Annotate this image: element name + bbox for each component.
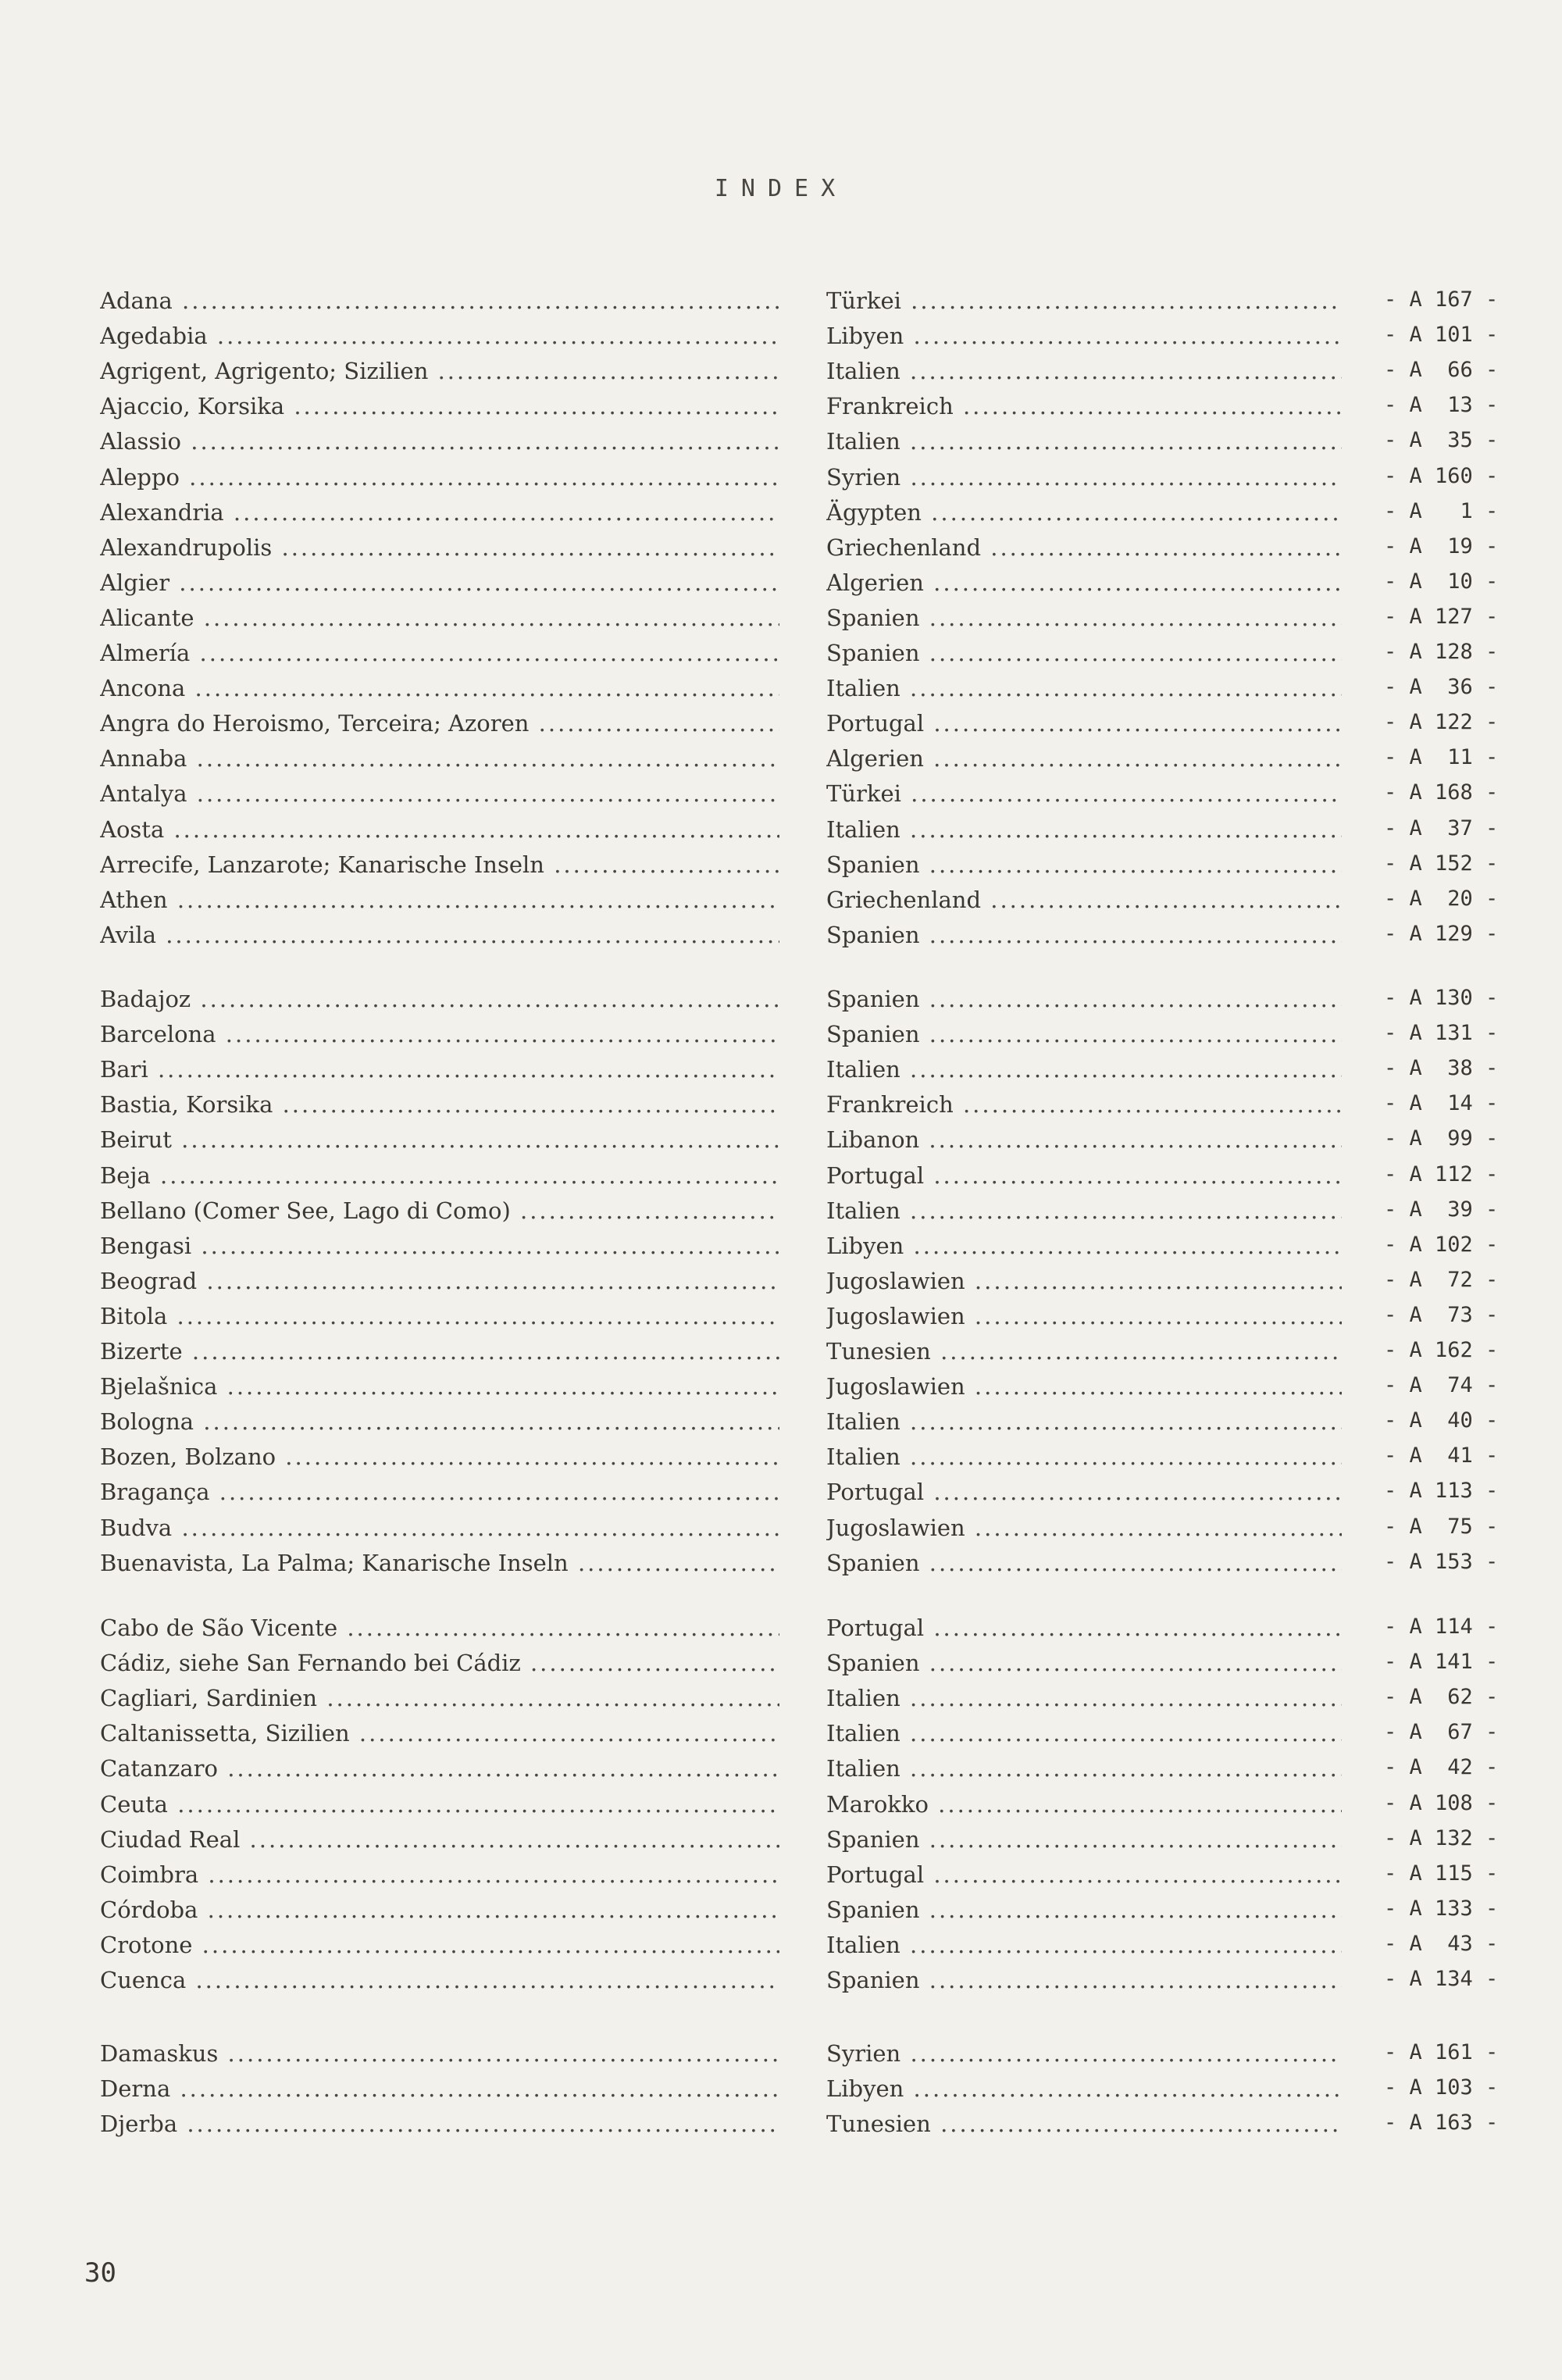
- page-reference: - A 113 -: [1384, 1479, 1499, 1503]
- page-reference: - A 73 -: [1384, 1303, 1499, 1327]
- country-name: Libyen .....: [826, 1233, 1342, 1259]
- page-reference: - A 10 -: [1384, 569, 1499, 594]
- page-reference: - A 11 -: [1384, 745, 1499, 769]
- page-reference: - A 19 -: [1384, 534, 1499, 558]
- index-entry: [0, 1932, 1562, 1967]
- place-name: Derna .....: [100, 2075, 779, 2102]
- page-reference: - A 36 -: [1384, 675, 1499, 699]
- page-reference: - A 101 -: [1384, 323, 1499, 347]
- country-name: Libanon .....: [826, 1126, 1342, 1153]
- place-name: Alexandrupolis .....: [100, 534, 779, 561]
- place-name: Aosta .....: [100, 816, 779, 843]
- country-name: Türkei .....: [826, 780, 1342, 807]
- index-entry: [0, 1755, 1562, 1790]
- page-reference: - A 163 -: [1384, 2111, 1499, 2135]
- index-entry: [0, 887, 1562, 922]
- country-name: Spanien .....: [826, 605, 1342, 631]
- index-entry: [0, 1373, 1562, 1408]
- index-entry: [0, 1861, 1562, 1897]
- index-entry: [0, 1303, 1562, 1338]
- place-name: Bari .....: [100, 1056, 779, 1083]
- index-entry: [0, 1162, 1562, 1197]
- index-entry: [0, 922, 1562, 957]
- place-name: Cagliari, Sardinien .....: [100, 1685, 779, 1711]
- page-reference: - A 1 -: [1384, 499, 1499, 523]
- place-name: Djerba .....: [100, 2111, 779, 2137]
- page-reference: - A 130 -: [1384, 986, 1499, 1010]
- page-reference: - A 99 -: [1384, 1126, 1499, 1151]
- place-name: Alicante .....: [100, 605, 779, 631]
- index-entry: [0, 605, 1562, 640]
- page-reference: - A 152 -: [1384, 851, 1499, 876]
- page-reference: - A 62 -: [1384, 1685, 1499, 1709]
- place-name: Bitola .....: [100, 1303, 779, 1329]
- country-name: Jugoslawien .....: [826, 1303, 1342, 1329]
- page-title: INDEX: [714, 175, 848, 202]
- place-name: Bengasi .....: [100, 1233, 779, 1259]
- page-reference: - A 129 -: [1384, 922, 1499, 946]
- index-entry: [0, 851, 1562, 887]
- place-name: Beja .....: [100, 1162, 779, 1189]
- page-reference: - A 35 -: [1384, 428, 1499, 452]
- country-name: Türkei .....: [826, 287, 1342, 314]
- place-name: Aleppo .....: [100, 464, 779, 491]
- index-entry: [0, 1338, 1562, 1373]
- index-entry: [0, 1408, 1562, 1443]
- index-entry: [0, 986, 1562, 1021]
- page-reference: - A 160 -: [1384, 464, 1499, 488]
- index-entry: [0, 569, 1562, 605]
- place-name: Annaba .....: [100, 745, 779, 772]
- page-reference: - A 114 -: [1384, 1615, 1499, 1639]
- place-name: Angra do Heroismo, Terceira; Azoren .....: [100, 710, 779, 737]
- place-name: Córdoba .....: [100, 1897, 779, 1923]
- place-name: Bellano (Comer See, Lago di Como) .....: [100, 1197, 779, 1224]
- country-name: Italien .....: [826, 1056, 1342, 1083]
- index-entry: [0, 1826, 1562, 1861]
- page-reference: - A 127 -: [1384, 605, 1499, 629]
- country-name: Frankreich .....: [826, 393, 1342, 419]
- country-name: Griechenland .....: [826, 534, 1342, 561]
- country-name: Italien .....: [826, 428, 1342, 455]
- page-reference: - A 128 -: [1384, 640, 1499, 664]
- place-name: Alassio .....: [100, 428, 779, 455]
- index-entry: [0, 1197, 1562, 1233]
- country-name: Italien .....: [826, 1755, 1342, 1782]
- page-reference: - A 41 -: [1384, 1443, 1499, 1468]
- country-name: Marokko .....: [826, 1791, 1342, 1818]
- place-name: Beograd .....: [100, 1268, 779, 1294]
- country-name: Spanien .....: [826, 1550, 1342, 1576]
- page-number: 30: [84, 2257, 116, 2289]
- index-entry: [0, 1550, 1562, 1585]
- place-name: Bologna .....: [100, 1408, 779, 1435]
- country-name: Tunesien .....: [826, 2111, 1342, 2137]
- place-name: Avila .....: [100, 922, 779, 948]
- country-name: Spanien .....: [826, 1650, 1342, 1676]
- country-name: Spanien .....: [826, 1967, 1342, 1993]
- place-name: Agrigent, Agrigento; Sizilien .....: [100, 358, 779, 384]
- country-name: Syrien .....: [826, 464, 1342, 491]
- index-entry: [0, 1897, 1562, 1932]
- place-name: Algier .....: [100, 569, 779, 596]
- country-name: Italien .....: [826, 1685, 1342, 1711]
- country-name: Portugal .....: [826, 710, 1342, 737]
- page-reference: - A 108 -: [1384, 1791, 1499, 1815]
- page-reference: - A 134 -: [1384, 1967, 1499, 1991]
- index-entry: [0, 1233, 1562, 1268]
- index-entry: [0, 745, 1562, 780]
- place-name: Cádiz, siehe San Fernando bei Cádiz .....: [100, 1650, 779, 1676]
- place-name: Arrecife, Lanzarote; Kanarische Inseln .....: [100, 851, 779, 878]
- place-name: Almería .....: [100, 640, 779, 666]
- index-entry: [0, 1268, 1562, 1303]
- country-name: Spanien .....: [826, 1021, 1342, 1047]
- place-name: Barcelona .....: [100, 1021, 779, 1047]
- place-name: Beirut .....: [100, 1126, 779, 1153]
- page-reference: - A 122 -: [1384, 710, 1499, 734]
- place-name: Bragança .....: [100, 1479, 779, 1505]
- page-reference: - A 115 -: [1384, 1861, 1499, 1886]
- country-name: Italien .....: [826, 1720, 1342, 1747]
- country-name: Spanien .....: [826, 640, 1342, 666]
- place-name: Adana .....: [100, 287, 779, 314]
- place-name: Ajaccio, Korsika .....: [100, 393, 779, 419]
- place-name: Bjelašnica .....: [100, 1373, 779, 1400]
- index-entry: [0, 287, 1562, 323]
- index-entry: [0, 323, 1562, 358]
- page-reference: - A 103 -: [1384, 2075, 1499, 2100]
- page-reference: - A 131 -: [1384, 1021, 1499, 1045]
- place-name: Bozen, Bolzano .....: [100, 1443, 779, 1470]
- country-name: Jugoslawien .....: [826, 1515, 1342, 1541]
- place-name: Buenavista, La Palma; Kanarische Inseln .....: [100, 1550, 779, 1576]
- page-reference: - A 14 -: [1384, 1091, 1499, 1115]
- country-name: Portugal .....: [826, 1615, 1342, 1641]
- country-name: Italien .....: [826, 358, 1342, 384]
- page-reference: - A 20 -: [1384, 887, 1499, 911]
- index-entry: [0, 1720, 1562, 1755]
- country-name: Griechenland .....: [826, 887, 1342, 913]
- index-entry: [0, 464, 1562, 499]
- index-entry: [0, 393, 1562, 428]
- place-name: Coimbra .....: [100, 1861, 779, 1888]
- country-name: Algerien .....: [826, 569, 1342, 596]
- page-reference: - A 66 -: [1384, 358, 1499, 382]
- place-name: Agedabia .....: [100, 323, 779, 349]
- country-name: Jugoslawien .....: [826, 1373, 1342, 1400]
- index-entry: [0, 1056, 1562, 1091]
- country-name: Frankreich .....: [826, 1091, 1342, 1118]
- country-name: Jugoslawien .....: [826, 1268, 1342, 1294]
- index-entry: [0, 640, 1562, 675]
- place-name: Crotone .....: [100, 1932, 779, 1958]
- index-entry: [0, 816, 1562, 851]
- index-entry: [0, 2040, 1562, 2075]
- page-reference: - A 43 -: [1384, 1932, 1499, 1956]
- index-entry: [0, 2075, 1562, 2111]
- index-entry: [0, 1091, 1562, 1126]
- index-entry: [0, 1443, 1562, 1479]
- place-name: Antalya .....: [100, 780, 779, 807]
- page-reference: - A 75 -: [1384, 1515, 1499, 1539]
- page-reference: - A 74 -: [1384, 1373, 1499, 1397]
- country-name: Italien .....: [826, 816, 1342, 843]
- country-name: Algerien .....: [826, 745, 1342, 772]
- index-entry: [0, 499, 1562, 534]
- place-name: Caltanissetta, Sizilien .....: [100, 1720, 779, 1747]
- country-name: Portugal .....: [826, 1861, 1342, 1888]
- place-name: Athen .....: [100, 887, 779, 913]
- country-name: Spanien .....: [826, 1826, 1342, 1853]
- index-entry: [0, 1021, 1562, 1056]
- page-reference: - A 102 -: [1384, 1233, 1499, 1257]
- page-reference: - A 37 -: [1384, 816, 1499, 840]
- country-name: Italien .....: [826, 1443, 1342, 1470]
- page-reference: - A 39 -: [1384, 1197, 1499, 1222]
- page-reference: - A 132 -: [1384, 1826, 1499, 1850]
- place-name: Badajoz .....: [100, 986, 779, 1012]
- page-reference: - A 167 -: [1384, 287, 1499, 312]
- index-entry: [0, 1515, 1562, 1550]
- page-reference: - A 67 -: [1384, 1720, 1499, 1744]
- place-name: Ancona .....: [100, 675, 779, 701]
- page-reference: - A 168 -: [1384, 780, 1499, 805]
- place-name: Ciudad Real .....: [100, 1826, 779, 1853]
- country-name: Italien .....: [826, 1197, 1342, 1224]
- index-entry: [0, 710, 1562, 745]
- index-entry: [0, 1967, 1562, 2002]
- place-name: Ceuta .....: [100, 1791, 779, 1818]
- page-reference: - A 13 -: [1384, 393, 1499, 417]
- country-name: Italien .....: [826, 675, 1342, 701]
- index-entry: [0, 1685, 1562, 1720]
- index-entry: [0, 780, 1562, 815]
- place-name: Bastia, Korsika .....: [100, 1091, 779, 1118]
- place-name: Cabo de São Vicente .....: [100, 1615, 779, 1641]
- page-reference: - A 112 -: [1384, 1162, 1499, 1186]
- country-name: Spanien .....: [826, 922, 1342, 948]
- index-entry: [0, 1791, 1562, 1826]
- index-entry: [0, 2111, 1562, 2146]
- country-name: Portugal .....: [826, 1479, 1342, 1505]
- page-reference: - A 133 -: [1384, 1897, 1499, 1921]
- country-name: Spanien .....: [826, 986, 1342, 1012]
- index-entry: [0, 1650, 1562, 1685]
- place-name: Alexandria .....: [100, 499, 779, 526]
- country-name: Ägypten .....: [826, 499, 1342, 526]
- place-name: Catanzaro .....: [100, 1755, 779, 1782]
- page-reference: - A 72 -: [1384, 1268, 1499, 1292]
- country-name: Tunesien .....: [826, 1338, 1342, 1365]
- index-entry: [0, 1479, 1562, 1514]
- page-reference: - A 38 -: [1384, 1056, 1499, 1080]
- place-name: Damaskus .....: [100, 2040, 779, 2067]
- country-name: Libyen .....: [826, 323, 1342, 349]
- index-entry: [0, 358, 1562, 393]
- page-reference: - A 40 -: [1384, 1408, 1499, 1433]
- page-reference: - A 161 -: [1384, 2040, 1499, 2064]
- country-name: Spanien .....: [826, 851, 1342, 878]
- country-name: Libyen .....: [826, 2075, 1342, 2102]
- country-name: Syrien .....: [826, 2040, 1342, 2067]
- index-entry: [0, 534, 1562, 569]
- index-entry: [0, 675, 1562, 710]
- page-reference: - A 141 -: [1384, 1650, 1499, 1674]
- index-entry: [0, 428, 1562, 463]
- index-entry: [0, 1126, 1562, 1161]
- page-reference: - A 42 -: [1384, 1755, 1499, 1779]
- page-reference: - A 162 -: [1384, 1338, 1499, 1362]
- place-name: Budva .....: [100, 1515, 779, 1541]
- country-name: Italien .....: [826, 1932, 1342, 1958]
- place-name: Cuenca .....: [100, 1967, 779, 1993]
- place-name: Bizerte .....: [100, 1338, 779, 1365]
- page-reference: - A 153 -: [1384, 1550, 1499, 1574]
- country-name: Italien .....: [826, 1408, 1342, 1435]
- country-name: Spanien .....: [826, 1897, 1342, 1923]
- index-entry: [0, 1615, 1562, 1650]
- country-name: Portugal .....: [826, 1162, 1342, 1189]
